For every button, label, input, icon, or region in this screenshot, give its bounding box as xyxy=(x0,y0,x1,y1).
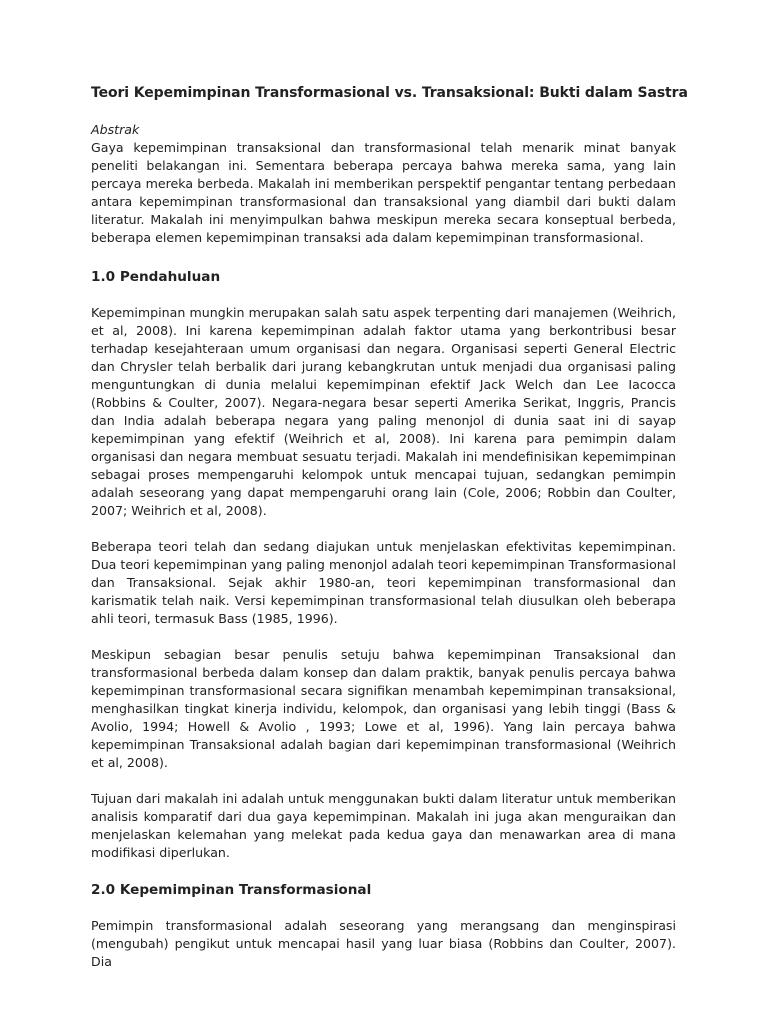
document-content xyxy=(91,84,688,989)
document-title: Teori Kepemimpinan Transformasional vs. Transaksional: Bukti dalam Sastra xyxy=(91,85,688,101)
introduction-paragraph: Beberapa teori telah dan sedang diajukan untuk menjelaskan efektivitas kepemimpinan. Dua teori kepemimpinan yang paling menonjol adalah teori kepemimpinan Transformasional dan Transaksional. Sejak akhir 1980-an, teori kepemimpinan transformasional dan karismatik telah naik. Versi kepemimpinan transformasional telah diusulkan oleh beberapa ahli teori, termasuk Bass (1985, 1996). xyxy=(91,539,676,626)
introduction-paragraph: Kepemimpinan mungkin merupakan salah satu aspek terpenting dari manajemen (Weihrich, et al, 2008). Ini karena kepemimpinan adalah faktor utama yang berkontribusi besar terhadap kesejahteraan umum organisasi dan negara. Organisasi seperti General Electric dan Chrysler telah berbalik dari jurang kebangkrutan untuk menjadi dua organisasi paling menguntungkan di dunia melalui kepemimpinan efektif Jack Welch dan Lee Iacocca (Robbins & Coulter, 2007). Negara-negara besar seperti Amerika Serikat, Inggris, Prancis dan India adalah beberapa negara yang paling menonjol di dunia saat ini di sayap kepemimpinan yang efektif (Weihrich et al, 2008). Ini karena para pemimpin dalam organisasi dan negara membuat sesuatu terjadi. Makalah ini mendefinisikan kepemimpinan sebagai proses mempengaruhi kelompok untuk mencapai tujuan, sedangkan pemimpin adalah seseorang yang dapat mempengaruhi orang lain (Cole, 2006; Robbin dan Coulter, 2007; Weihrich et al, 2008). xyxy=(91,305,676,518)
introduction-paragraph: Tujuan dari makalah ini adalah untuk menggunakan bukti dalam literatur untuk memberikan analisis komparatif dari dua gaya kepemimpinan. Makalah ini juga akan menguraikan dan menjelaskan kelemahan yang melekat pada kedua gaya dan menawarkan area di mana modifikasi diperlukan. xyxy=(91,791,676,860)
abstract-label: Abstrak xyxy=(91,122,140,137)
transformational-paragraph: Pemimpin transformasional adalah seseorang yang merangsang dan menginspirasi (mengubah) pengikut untuk mencapai hasil yang luar biasa (Robbins dan Coulter, 2007). Dia xyxy=(91,918,676,969)
introduction-paragraph: Meskipun sebagian besar penulis setuju bahwa kepemimpinan Transaksional dan transformasional berbeda dalam konsep dan dalam praktik, banyak penulis percaya bahwa kepemimpinan transformasional secara signifikan menambah kepemimpinan transaksional, menghasilkan tingkat kinerja individu, kelompok, dan organisasi yang lebih tinggi (Bass & Avolio, 1994; Howell & Avolio , 1993; Lowe et al, 1996). Yang lain percaya bahwa kepemimpinan Transaksional adalah bagian dari kepemimpinan transformasional (Weihrich et al, 2008). xyxy=(91,647,676,770)
section-heading-introduction: 1.0 Pendahuluan xyxy=(91,269,221,285)
section-heading-transformational: 2.0 Kepemimpinan Transformasional xyxy=(91,882,372,898)
abstract-text: Gaya kepemimpinan transaksional dan transformasional telah menarik minat banyak peneliti belakangan ini. Sementara beberapa percaya bahwa mereka sama, yang lain percaya mereka berbeda. Makalah ini memberikan perspektif pengantar tentang perbedaan antara kepemimpinan transformasional dan transaksional yang diambil dari bukti dalam literatur. Makalah ini menyimpulkan bahwa meskipun mereka secara konseptual berbeda, beberapa elemen kepemimpinan transaksi ada dalam kepemimpinan transformasional. xyxy=(91,140,676,245)
